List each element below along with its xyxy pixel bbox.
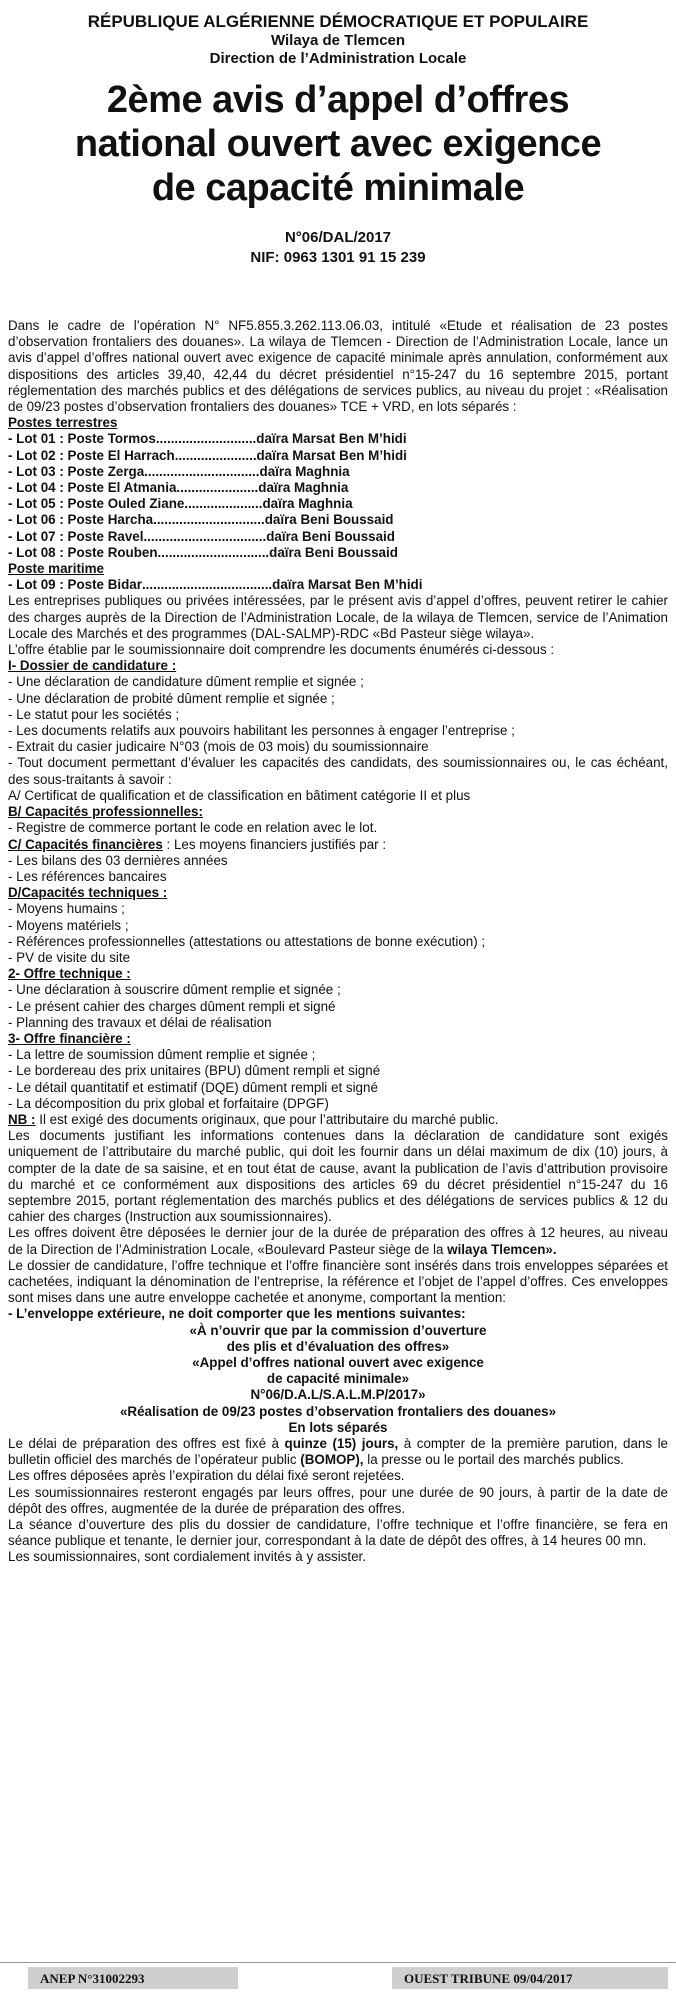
list-item: - Les bilans des 03 dernières années bbox=[8, 852, 228, 868]
list-item: - La décomposition du prix global et forfaitaire (DPGF) bbox=[8, 1095, 329, 1111]
lot-label: - Lot 08 : Poste Rouben bbox=[8, 544, 158, 560]
paragraph-offre: L’offre établie par le soumissionnaire doit comprendre les documents énumérés ci-dessous : bbox=[8, 642, 555, 658]
lot-leader-dots: ........................... bbox=[155, 431, 257, 447]
notice-title: 2ème avis d’appel d’offres national ouvert avec exigence de capacité minimale bbox=[74, 79, 602, 209]
list-item: - Le détail quantitatif et estimatif (DQE) dûment rempli et signé bbox=[8, 1079, 378, 1095]
lot-leader-dots: ...................... bbox=[174, 447, 257, 463]
paragraph-dossier: Le dossier de candidature, l’offre technique et l’offre financière sont insérés dans trois enveloppes séparées et cachetées, indiquant la dénomination de l’entreprise, la référence et l’objet de l’appel d’offres. Ces enveloppes sont mises dans une autre enveloppe cachetée et anonyme, comportant la mention: bbox=[8, 1257, 668, 1306]
list-item: - Planning des travaux et délai de réalisation bbox=[8, 1014, 272, 1030]
list-item: - Registre de commerce portant le code en relation avec le lot. bbox=[8, 820, 378, 836]
lot-label: - Lot 05 : Poste Ouled Ziane bbox=[8, 496, 185, 512]
list-item: - Une déclaration de candidature dûment remplie et signée ; bbox=[8, 674, 364, 690]
lot-daira: daïra Marsat Ben M’hidi bbox=[256, 431, 407, 447]
lot-item bbox=[8, 480, 668, 496]
section-capacites-fin: C/ Capacités financières : Les moyens financiers justifiés par : bbox=[8, 836, 387, 852]
lot-item bbox=[8, 431, 668, 447]
footer-divider bbox=[0, 1962, 676, 1963]
paragraph-delai: Le délai de préparation des offres est fixé à quinze (15) jours, à compter de la première parution, dans le bulletin officiel des marchés de l’opérateur public (BOMOP), la presse ou le portail des marchés publics. bbox=[8, 1436, 668, 1468]
lot-leader-dots: ...................... bbox=[176, 480, 259, 496]
list-item: - Une déclaration à souscrire dûment remplie et signée ; bbox=[8, 982, 341, 998]
lot-label: - Lot 07 : Poste Ravel bbox=[8, 528, 144, 544]
list-item: - Les documents relatifs aux pouvoirs habilitant les personnes à engager l’entreprise ; bbox=[8, 723, 515, 739]
lot-leader-dots: ............................... bbox=[144, 463, 260, 479]
reference-number: N°06/DAL/2017 bbox=[284, 229, 392, 246]
section-offre-financiere: 3- Offre financière : bbox=[8, 1030, 131, 1046]
notice-body bbox=[8, 318, 668, 1566]
list-item: A/ Certificat de qualification et de classification en bâtiment catégorie II et plus bbox=[8, 787, 471, 803]
envelope-mentions bbox=[8, 1323, 668, 1436]
lot-leader-dots: .............................. bbox=[157, 544, 270, 560]
paragraph-depot: Les offres doivent être déposées le dernier jour de la durée de préparation des offres à 12 heures, au niveau de la Direction de l’Administration Locale, «Boulevard Pasteur siège de la wilaya Tlemcen». bbox=[8, 1225, 668, 1257]
list-item: des plis et d’évaluation des offres» bbox=[226, 1338, 450, 1354]
list-item: - Le présent cahier des charges dûment rempli et signé bbox=[8, 998, 336, 1014]
lot-item bbox=[8, 545, 668, 561]
list-item: En lots séparés bbox=[288, 1419, 388, 1435]
lot-daira: daïra Beni Boussaid bbox=[266, 528, 395, 544]
paragraph-invites: Les soumissionnaires, sont cordialement invités à y assister. bbox=[8, 1549, 366, 1565]
republic-heading: RÉPUBLIQUE ALGÉRIENNE DÉMOCRATIQUE ET POPULAIRE bbox=[87, 12, 589, 31]
lot-label: - Lot 06 : Poste Harcha bbox=[8, 512, 154, 528]
section-postes-terrestres: Postes terrestres bbox=[8, 415, 118, 431]
lot-daira: daïra Maghnia bbox=[258, 480, 349, 496]
lot-leader-dots: ................................... bbox=[141, 577, 273, 593]
direction-heading: Direction de l’Administration Locale bbox=[209, 50, 467, 67]
envelope-heading: - L’enveloppe extérieure, ne doit comporter que les mentions suivantes: bbox=[8, 1306, 466, 1322]
list-item: - Références professionnelles (attestations ou attestations de bonne exécution) ; bbox=[8, 933, 486, 949]
lot-item bbox=[8, 512, 668, 528]
list-item: - Une déclaration de probité dûment remplie et signée ; bbox=[8, 690, 335, 706]
section-capacites-tech: D/Capacités techniques : bbox=[8, 885, 168, 901]
list-item: - Extrait du casier judicaire N°03 (mois de 03 mois) du soumissionnaire bbox=[8, 739, 429, 755]
list-item: - Moyens matériels ; bbox=[8, 917, 129, 933]
list-item: - Le statut pour les sociétés ; bbox=[8, 706, 180, 722]
lot-daira: daïra Maghnia bbox=[259, 463, 350, 479]
nif-number: NIF: 0963 1301 91 15 239 bbox=[250, 249, 426, 266]
header bbox=[0, 0, 676, 268]
list-item: N°06/D.A.L/S.A.L.M.P/2017» bbox=[250, 1387, 426, 1403]
capacites-tech-items bbox=[8, 901, 668, 966]
footer bbox=[0, 1967, 676, 1991]
dossier-items bbox=[8, 674, 668, 804]
reference-block bbox=[0, 228, 676, 268]
section-capacites-pro: B/ Capacités professionnelles: bbox=[8, 804, 203, 820]
lot-item bbox=[8, 464, 668, 480]
lot-daira: daïra Maghnia bbox=[262, 496, 353, 512]
lot-label: - Lot 04 : Poste El Atmania bbox=[8, 480, 177, 496]
list-item: - Tout document permettant d’évaluer les capacités des candidats, des soumissionnaires ou, le cas échéant, des sous-traitants à savoir : bbox=[8, 755, 668, 787]
section-dossier-candidature: I- Dossier de candidature : bbox=[8, 658, 177, 674]
lot-leader-dots: ..................... bbox=[184, 496, 263, 512]
list-item: «Réalisation de 09/23 postes d’observation frontaliers des douanes» bbox=[119, 1403, 557, 1419]
paragraph-seance: La séance d’ouverture des plis du dossier de candidature, l’offre technique et l’offre financière, se fera en séance publique et tenante, le dernier jour, correspondant à la date de dépôt des offres, à 14 heures 00 mn. bbox=[8, 1517, 668, 1549]
lot-item bbox=[8, 577, 668, 593]
intro-paragraph: Dans le cadre de l’opération N° NF5.855.3.262.113.06.03, intitulé «Etude et réalisation de 23 postes d’observation frontaliers des douanes». La wilaya de Tlemcen - Direction de l’Administration Locale, lance un avis d’appel d’offres national ouvert avec exigence de capacité minimale après annulation, conformément aux dispositions des articles 39,40, 42,44 du décret présidentiel n°15-247 du 16 septembre 2015, portant réglementation des marchés publics et des délégations de services publics, au niveau du projet : «Réalisation de 09/23 postes d’observation frontaliers des douanes» TCE + VRD, en lots séparés : bbox=[8, 318, 668, 415]
lot-label: - Lot 03 : Poste Zerga bbox=[8, 463, 145, 479]
lot-item bbox=[8, 529, 668, 545]
lot-leader-dots: ................................. bbox=[143, 528, 267, 544]
lot-item bbox=[8, 496, 668, 512]
list-item: «Appel d’offres national ouvert avec exigence bbox=[192, 1355, 484, 1370]
nb-note: NB : Il est exigé des documents originaux, que pour l’attributaire du marché public. bbox=[8, 1111, 499, 1127]
lots-terrestres-list bbox=[8, 431, 668, 561]
section-offre-technique: 2- Offre technique : bbox=[8, 966, 131, 982]
section-poste-maritime: Poste maritime bbox=[8, 561, 105, 577]
paragraph-engages: Les soumissionnaires resteront engagés par leurs offres, pour une durée de 90 jours, à partir de la date de dépôt des offres, augmentée de la durée de préparation des offres. bbox=[8, 1484, 668, 1516]
list-item: - PV de visite du site bbox=[8, 949, 131, 965]
wilaya-heading: Wilaya de Tlemcen bbox=[270, 32, 406, 49]
lot-item bbox=[8, 448, 668, 464]
lots-maritime-list bbox=[8, 577, 668, 593]
lot-daira: daïra Marsat Ben M’hidi bbox=[272, 577, 423, 593]
paragraph-documents: Les documents justifiant les informations contenues dans la déclaration de candidature sont exigés uniquement de l’attributaire du marché public, qui doit les fournir dans un délai maximum de dix (10) jours, à compter de la date de sa saisine, et en tout état de cause, avant la publication de l’avis d’attribution provisoire du marché et ce conformément aux dispositions des articles 69 du décret présidentiel n°15-247 du 16 septembre 2015, portant réglementation des marchés publics et des délégations de services publics & 12 du cahier des charges (Instruction aux soumissionnaires). bbox=[8, 1128, 668, 1225]
list-item: de capacité minimale» bbox=[266, 1371, 410, 1387]
anep-number: ANEP N°31002293 bbox=[40, 1971, 145, 1986]
list-item: - Les références bancaires bbox=[8, 868, 167, 884]
paragraph-rejetees: Les offres déposées après l’expiration du délai fixé seront rejetées. bbox=[8, 1468, 405, 1484]
list-item: - La lettre de soumission dûment remplie et signée ; bbox=[8, 1047, 316, 1063]
offre-technique-items bbox=[8, 982, 668, 1031]
lot-label: - Lot 01 : Poste Tormos bbox=[8, 431, 156, 447]
list-item: - Le bordereau des prix unitaires (BPU) dûment rempli et signé bbox=[8, 1063, 381, 1079]
lot-label: - Lot 09 : Poste Bidar bbox=[8, 577, 142, 593]
lot-daira: daïra Beni Boussaid bbox=[264, 512, 394, 528]
lot-daira: daïra Marsat Ben M’hidi bbox=[256, 447, 407, 463]
offre-financiere-items bbox=[8, 1047, 668, 1112]
lot-leader-dots: .............................. bbox=[153, 512, 265, 528]
lot-label: - Lot 02 : Poste El Harrach bbox=[8, 447, 175, 463]
lot-daira: daïra Beni Boussaid bbox=[269, 544, 398, 560]
list-item: «À n’ouvrir que par la commission d’ouverture bbox=[189, 1322, 487, 1338]
list-item: - Moyens humains ; bbox=[8, 901, 125, 917]
paragraph-retrait: Les entreprises publiques ou privées intéressées, par le présent avis d’appel d’offres, peuvent retirer le cahier des charges auprès de la Direction de l’Administration Locale, de la wilaya de Tlemcen, service de l’Animation Locale des Marchés et des programmes (DAL-SALMP)-RDC «Bd Pasteur siège wilaya». bbox=[8, 593, 668, 641]
journal-date: OUEST TRIBUNE 09/04/2017 bbox=[404, 1971, 573, 1986]
